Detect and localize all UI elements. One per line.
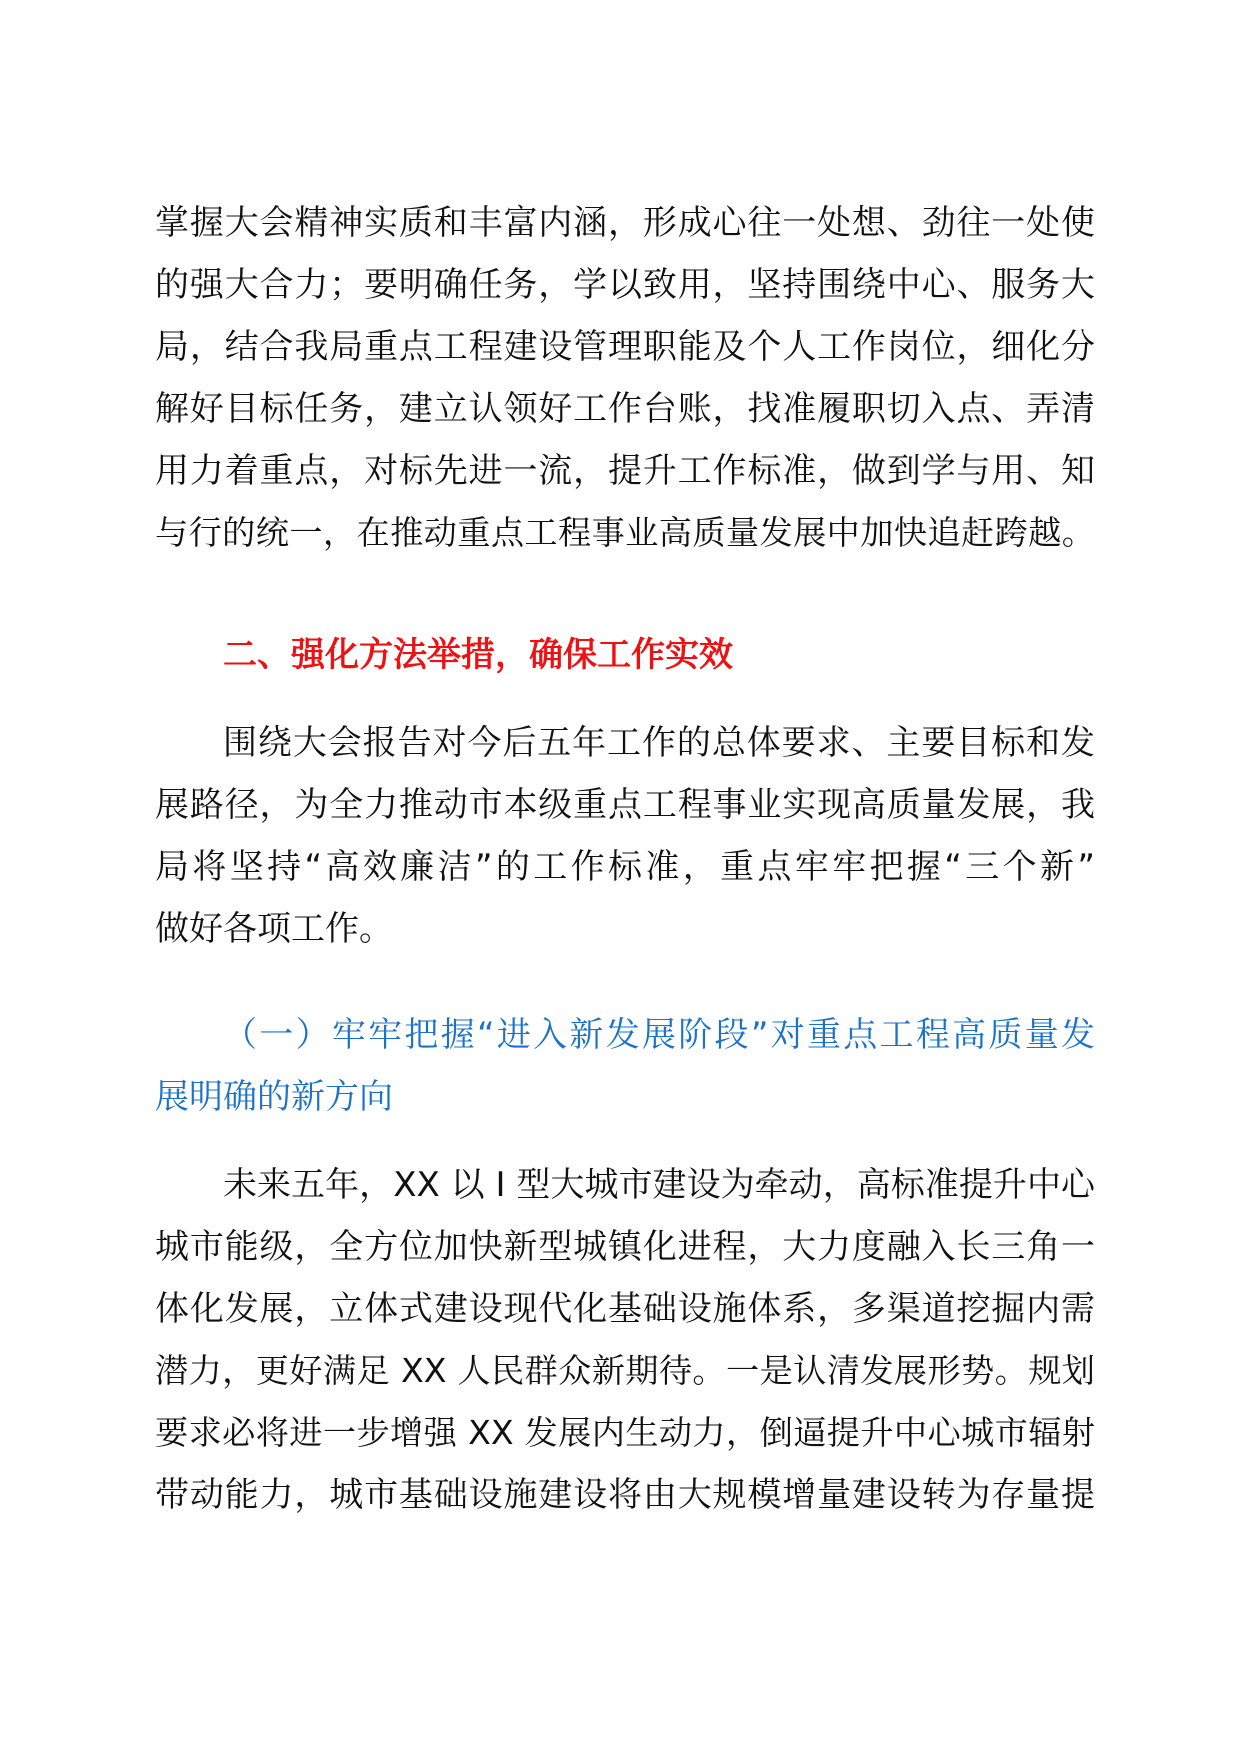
paragraph-line: 体化发展，立体式建设现代化基础设施体系，多渠道挖掘内需 <box>155 1289 1095 1329</box>
paragraph-line: 局，结合我局重点工程建设管理职能及个人工作岗位，细化分 <box>155 327 1095 367</box>
paragraph-line: 局将坚持“高效廉洁”的工作标准，重点牢牢把握“三个新” <box>155 847 1095 887</box>
paragraph-line: 要求必将进一步增强 XX 发展内生动力，倒逼提升中心城市辐射 <box>155 1413 1095 1452</box>
paragraph-line: 与行的统一，在推动重点工程事业高质量发展中加快追赶跨越。 <box>155 513 1095 552</box>
paragraph-line: 城市能级，全方位加快新型城镇化进程，大力度融入长三角一 <box>155 1227 1095 1267</box>
paragraph-line: 未来五年，XX 以 I 型大城市建设为牵动，高标准提升中心 <box>223 1165 1095 1205</box>
paragraph-line: 做好各项工作。 <box>155 909 393 949</box>
paragraph-line: 围绕大会报告对今后五年工作的总体要求、主要目标和发 <box>223 723 1095 763</box>
paragraph-line: 用力着重点，对标先进一流，提升工作标准，做到学与用、知 <box>155 451 1095 491</box>
section-heading: 二、强化方法举措，确保工作实效 <box>223 635 733 675</box>
paragraph-line: 潜力，更好满足 XX 人民群众新期待。一是认清发展形势。规划 <box>155 1351 1095 1390</box>
paragraph-line: 带动能力，城市基础设施建设将由大规模增量建设转为存量提 <box>155 1475 1095 1515</box>
subsection-heading: 展明确的新方向 <box>155 1077 393 1117</box>
paragraph-line: 的强大合力；要明确任务，学以致用，坚持围绕中心、服务大 <box>155 265 1095 305</box>
paragraph-line: 展路径，为全力推动市本级重点工程事业实现高质量发展，我 <box>155 785 1095 825</box>
subsection-heading: （一）牢牢把握“进入新发展阶段”对重点工程高质量发 <box>223 1015 1095 1055</box>
paragraph-line: 掌握大会精神实质和丰富内涵，形成心往一处想、劲往一处使 <box>155 203 1095 243</box>
paragraph-line: 解好目标任务，建立认领好工作台账，找准履职切入点、弄清 <box>155 389 1095 429</box>
